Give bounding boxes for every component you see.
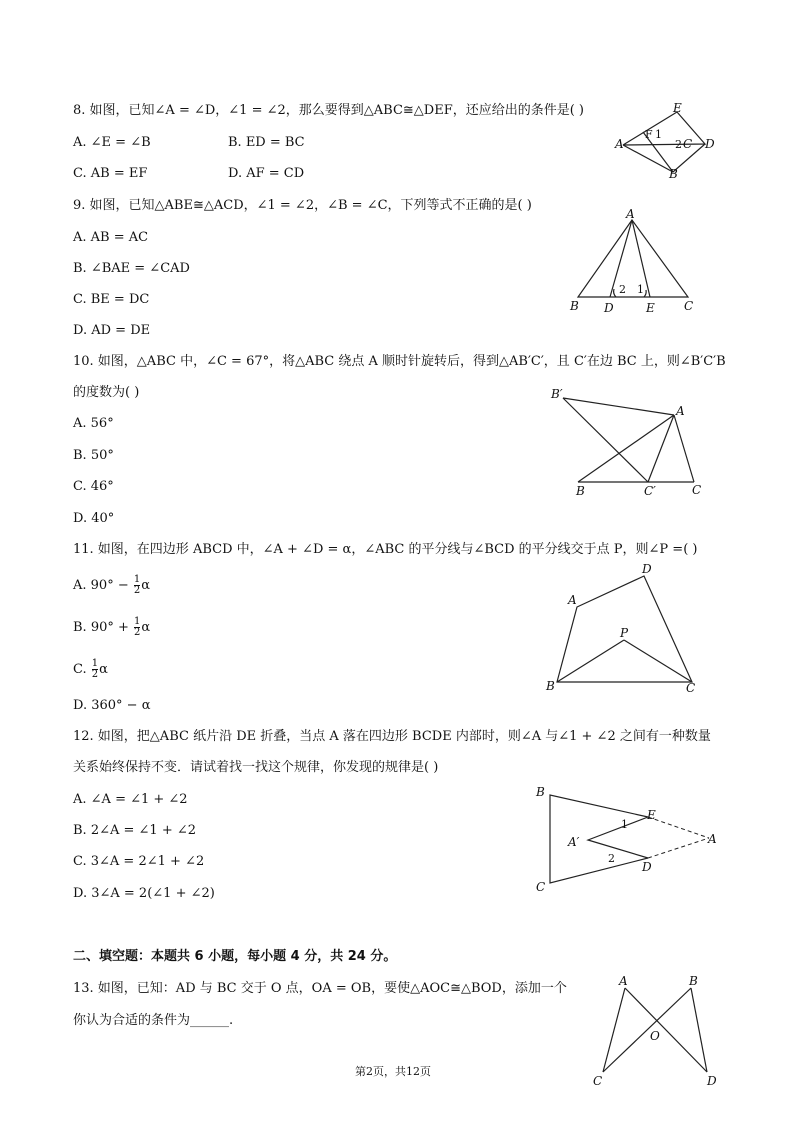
q11-option-b-denominator: 2 bbox=[134, 627, 141, 638]
q9-label-2: 2 bbox=[619, 283, 626, 296]
q10-label-a: A bbox=[676, 404, 685, 418]
section-heading-fill-in: 二、填空题：本题共 6 小题，每小题 4 分，共 24 分。 bbox=[73, 949, 397, 964]
q9-label-d: D bbox=[604, 301, 614, 315]
q13-label-b: B bbox=[689, 974, 698, 988]
q10-option-a[interactable]: A. 56° bbox=[73, 416, 114, 431]
q8-option-c[interactable]: C. AB = EF bbox=[73, 166, 148, 181]
q11-option-b-suffix: α bbox=[141, 620, 151, 635]
q10-figure bbox=[548, 385, 718, 500]
q12-option-b[interactable]: B. 2∠A = ∠1 + ∠2 bbox=[73, 823, 197, 838]
q11-stem: 11. 如图，在四边形 ABCD 中，∠A + ∠D = α，∠ABC 的平分线与∠BCD 的平分线交于点 P，则∠P =( ) bbox=[73, 542, 698, 557]
q11-option-a-suffix: α bbox=[141, 578, 151, 593]
q10-option-b[interactable]: B. 50° bbox=[73, 448, 114, 463]
q13-figure bbox=[585, 972, 725, 1090]
q10-label-c: C bbox=[692, 483, 702, 497]
q8-label-a: A bbox=[615, 137, 624, 151]
q12-label-a: A bbox=[708, 832, 717, 846]
q12-label-a-prime: A′ bbox=[568, 835, 580, 849]
q11-option-a-prefix: A. 90° − bbox=[73, 578, 129, 593]
q8-label-1: 1 bbox=[655, 128, 662, 141]
q11-option-c-fraction bbox=[92, 659, 98, 680]
q9-label-a: A bbox=[626, 207, 635, 221]
q11-figure bbox=[540, 560, 710, 695]
q13-label-d: D bbox=[707, 1074, 717, 1088]
q11-option-c-denominator: 2 bbox=[91, 669, 99, 680]
q12-option-c[interactable]: C. 3∠A = 2∠1 + ∠2 bbox=[73, 854, 205, 869]
q9-option-d[interactable]: D. AD = DE bbox=[73, 323, 151, 338]
q12-label-d: D bbox=[642, 860, 652, 874]
q11-option-d[interactable]: D. 360° − α bbox=[73, 698, 151, 713]
q12-label-c: C bbox=[536, 880, 546, 894]
q8-option-b[interactable]: B. ED = BC bbox=[228, 135, 305, 150]
q8-option-d[interactable]: D. AF = CD bbox=[228, 166, 305, 181]
q9-option-c[interactable]: C. BE = DC bbox=[73, 292, 150, 307]
q9-figure bbox=[560, 205, 710, 320]
q11-label-b: B bbox=[546, 679, 555, 693]
q10-option-d[interactable]: D. 40° bbox=[73, 511, 115, 526]
q10-label-b-prime: B′ bbox=[551, 387, 563, 401]
q11-label-d: D bbox=[642, 562, 652, 576]
q8-option-a[interactable]: A. ∠E = ∠B bbox=[73, 135, 151, 150]
q12-stem-continued: 关系始终保持不变．请试着找一找这个规律，你发现的规律是( ) bbox=[73, 760, 439, 775]
q8-label-2: 2 bbox=[675, 138, 682, 151]
q10-option-c[interactable]: C. 46° bbox=[73, 479, 114, 494]
q11-label-c: C bbox=[686, 681, 696, 695]
q13-label-o: O bbox=[650, 1029, 660, 1043]
q8-figure bbox=[615, 100, 715, 180]
q11-option-a-denominator: 2 bbox=[133, 585, 141, 596]
q12-label-e: E bbox=[647, 808, 656, 822]
q9-label-1: 1 bbox=[637, 283, 644, 296]
q12-option-a[interactable]: A. ∠A = ∠1 + ∠2 bbox=[73, 792, 188, 807]
q11-option-a-fraction bbox=[134, 575, 140, 596]
q11-label-a: A bbox=[568, 593, 577, 607]
q9-option-b[interactable]: B. ∠BAE = ∠CAD bbox=[73, 261, 190, 276]
q9-stem: 9. 如图，已知△ABE≅△ACD，∠1 = ∠2，∠B = ∠C，下列等式不正确的是( ) bbox=[73, 198, 532, 213]
q8-label-f: F bbox=[645, 128, 653, 141]
q11-option-c-suffix: α bbox=[99, 662, 108, 677]
q11-option-b-numerator: 1 bbox=[134, 616, 141, 627]
q11-option-b[interactable] bbox=[73, 617, 150, 638]
q11-option-b-fraction bbox=[134, 617, 140, 638]
q11-option-c[interactable] bbox=[73, 659, 108, 680]
q11-option-a-numerator: 1 bbox=[133, 574, 141, 585]
q12-figure bbox=[532, 783, 727, 895]
q12-option-d[interactable]: D. 3∠A = 2(∠1 + ∠2) bbox=[73, 886, 215, 901]
q11-option-a[interactable] bbox=[73, 575, 150, 596]
q9-option-a[interactable]: A. AB = AC bbox=[73, 230, 149, 245]
q8-stem: 8. 如图，已知∠A = ∠D，∠1 = ∠2，那么要得到△ABC≅△DEF，还应给出的条件是( ) bbox=[73, 103, 584, 118]
q9-label-c: C bbox=[684, 299, 694, 313]
q10-label-b: B bbox=[576, 484, 585, 498]
q8-label-b: B bbox=[669, 167, 678, 181]
q11-option-c-prefix: C. bbox=[73, 662, 87, 677]
q8-label-e: E bbox=[673, 101, 682, 115]
page-footer: 第2页，共12页 bbox=[355, 1065, 431, 1078]
q11-option-c-numerator: 1 bbox=[91, 658, 99, 669]
q12-label-1: 1 bbox=[621, 818, 628, 831]
q9-label-b: B bbox=[570, 299, 579, 313]
q8-label-d: D bbox=[705, 137, 715, 151]
q11-label-p: P bbox=[620, 626, 629, 640]
q13-stem-continued: 你认为合适的条件为______. bbox=[73, 1013, 234, 1028]
q12-stem: 12. 如图，把△ABC 纸片沿 DE 折叠，当点 A 落在四边形 BCDE 内部时，则∠A 与∠1 + ∠2 之间有一种数量 bbox=[73, 729, 711, 744]
q10-stem-continued: 的度数为( ) bbox=[73, 385, 140, 400]
q13-stem: 13. 如图，已知：AD 与 BC 交于 O 点，OA = OB，要使△AOC≅△BOD，添加一个 bbox=[73, 981, 567, 996]
q13-label-a: A bbox=[619, 974, 628, 988]
q11-option-b-prefix: B. 90° + bbox=[73, 620, 129, 635]
q12-label-2: 2 bbox=[608, 852, 615, 865]
q8-label-c: C bbox=[683, 137, 693, 151]
q13-label-c: C bbox=[593, 1074, 603, 1088]
q9-label-e: E bbox=[646, 301, 655, 315]
q12-label-b: B bbox=[536, 785, 545, 799]
q10-stem: 10. 如图，△ABC 中，∠C = 67°，将△ABC 绕点 A 顺时针旋转后，得到△AB′C′，且 C′在边 BC 上，则∠B′C′B bbox=[73, 354, 726, 369]
q10-label-c-prime: C′ bbox=[644, 484, 656, 498]
